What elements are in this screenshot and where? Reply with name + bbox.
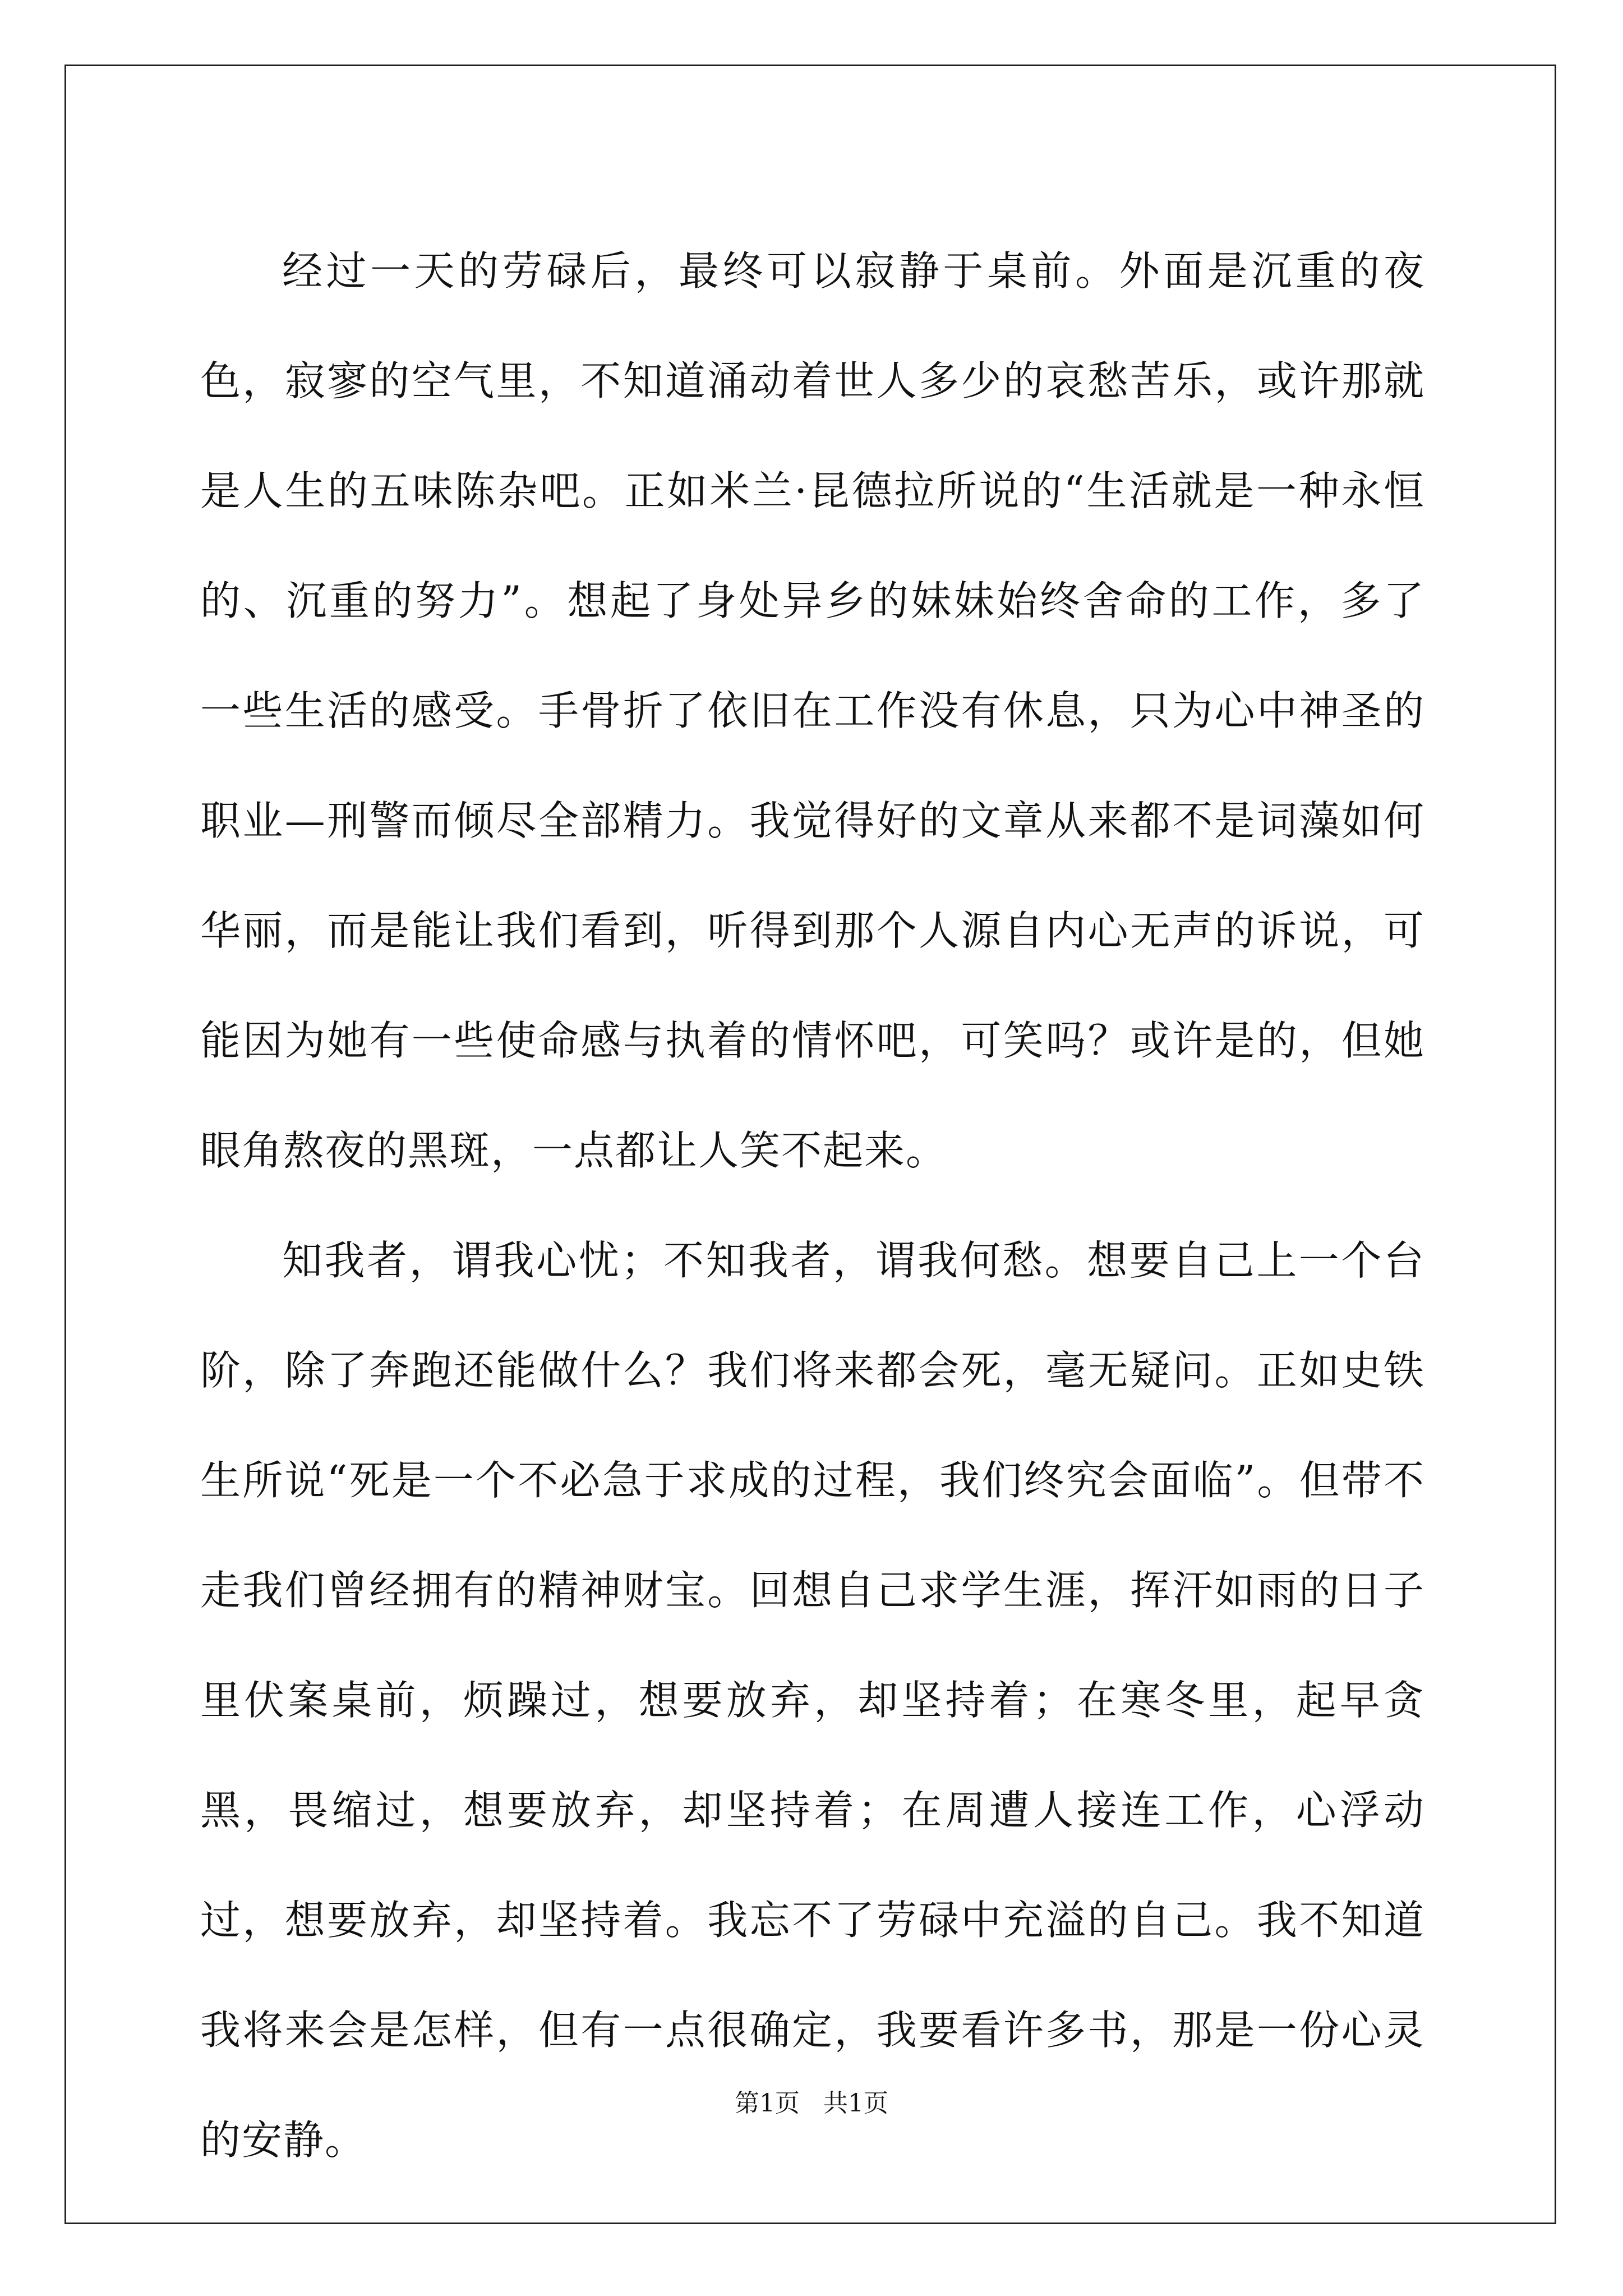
document-body — [200, 216, 1425, 2195]
paragraph-2: 知我者，谓我心忧；不知我者，谓我何愁。想要自己上一个台阶，除了奔跑还能做什么？我们将来都会死，毫无疑问。正如史铁生所说“死是一个不必急于求成的过程，我们终究会面临”。但带不走我们曾经拥有的精神财宝。回想自己求学生涯，挥汗如雨的日子里伏案桌前，烦躁过，想要放弃，却坚持着；在寒冬里，起早贪黑，畏缩过，想要放弃，却坚持着；在周遭人接连工作，心浮动过，想要放弃，却坚持着。我忘不了劳碌中充溢的自己。我不知道我将来会是怎样，但有一点很确定，我要看许多书，那是一份心灵的安静。 — [200, 1237, 1425, 2164]
paragraph-1: 经过一天的劳碌后，最终可以寂静于桌前。外面是沉重的夜色，寂寥的空气里，不知道涌动着世人多少的哀愁苦乐，或许那就是人生的五味陈杂吧。正如米兰·昆德拉所说的“生活就是一种永恒的、沉重的努力”。想起了身处异乡的妹妹始终舍命的工作，多了一些生活的感受。手骨折了依旧在工作没有休息，只为心中神圣的职业—刑警而倾尽全部精力。我觉得好的文章从来都不是词藻如何华丽，而是能让我们看到，听得到那个人源自内心无声的诉说，可能因为她有一些使命感与执着的情怀吧，可笑吗？或许是的，但她眼角熬夜的黑斑，一点都让人笑不起来。 — [200, 247, 1425, 1174]
page-footer: 第1页 共1页 — [735, 2089, 888, 2118]
